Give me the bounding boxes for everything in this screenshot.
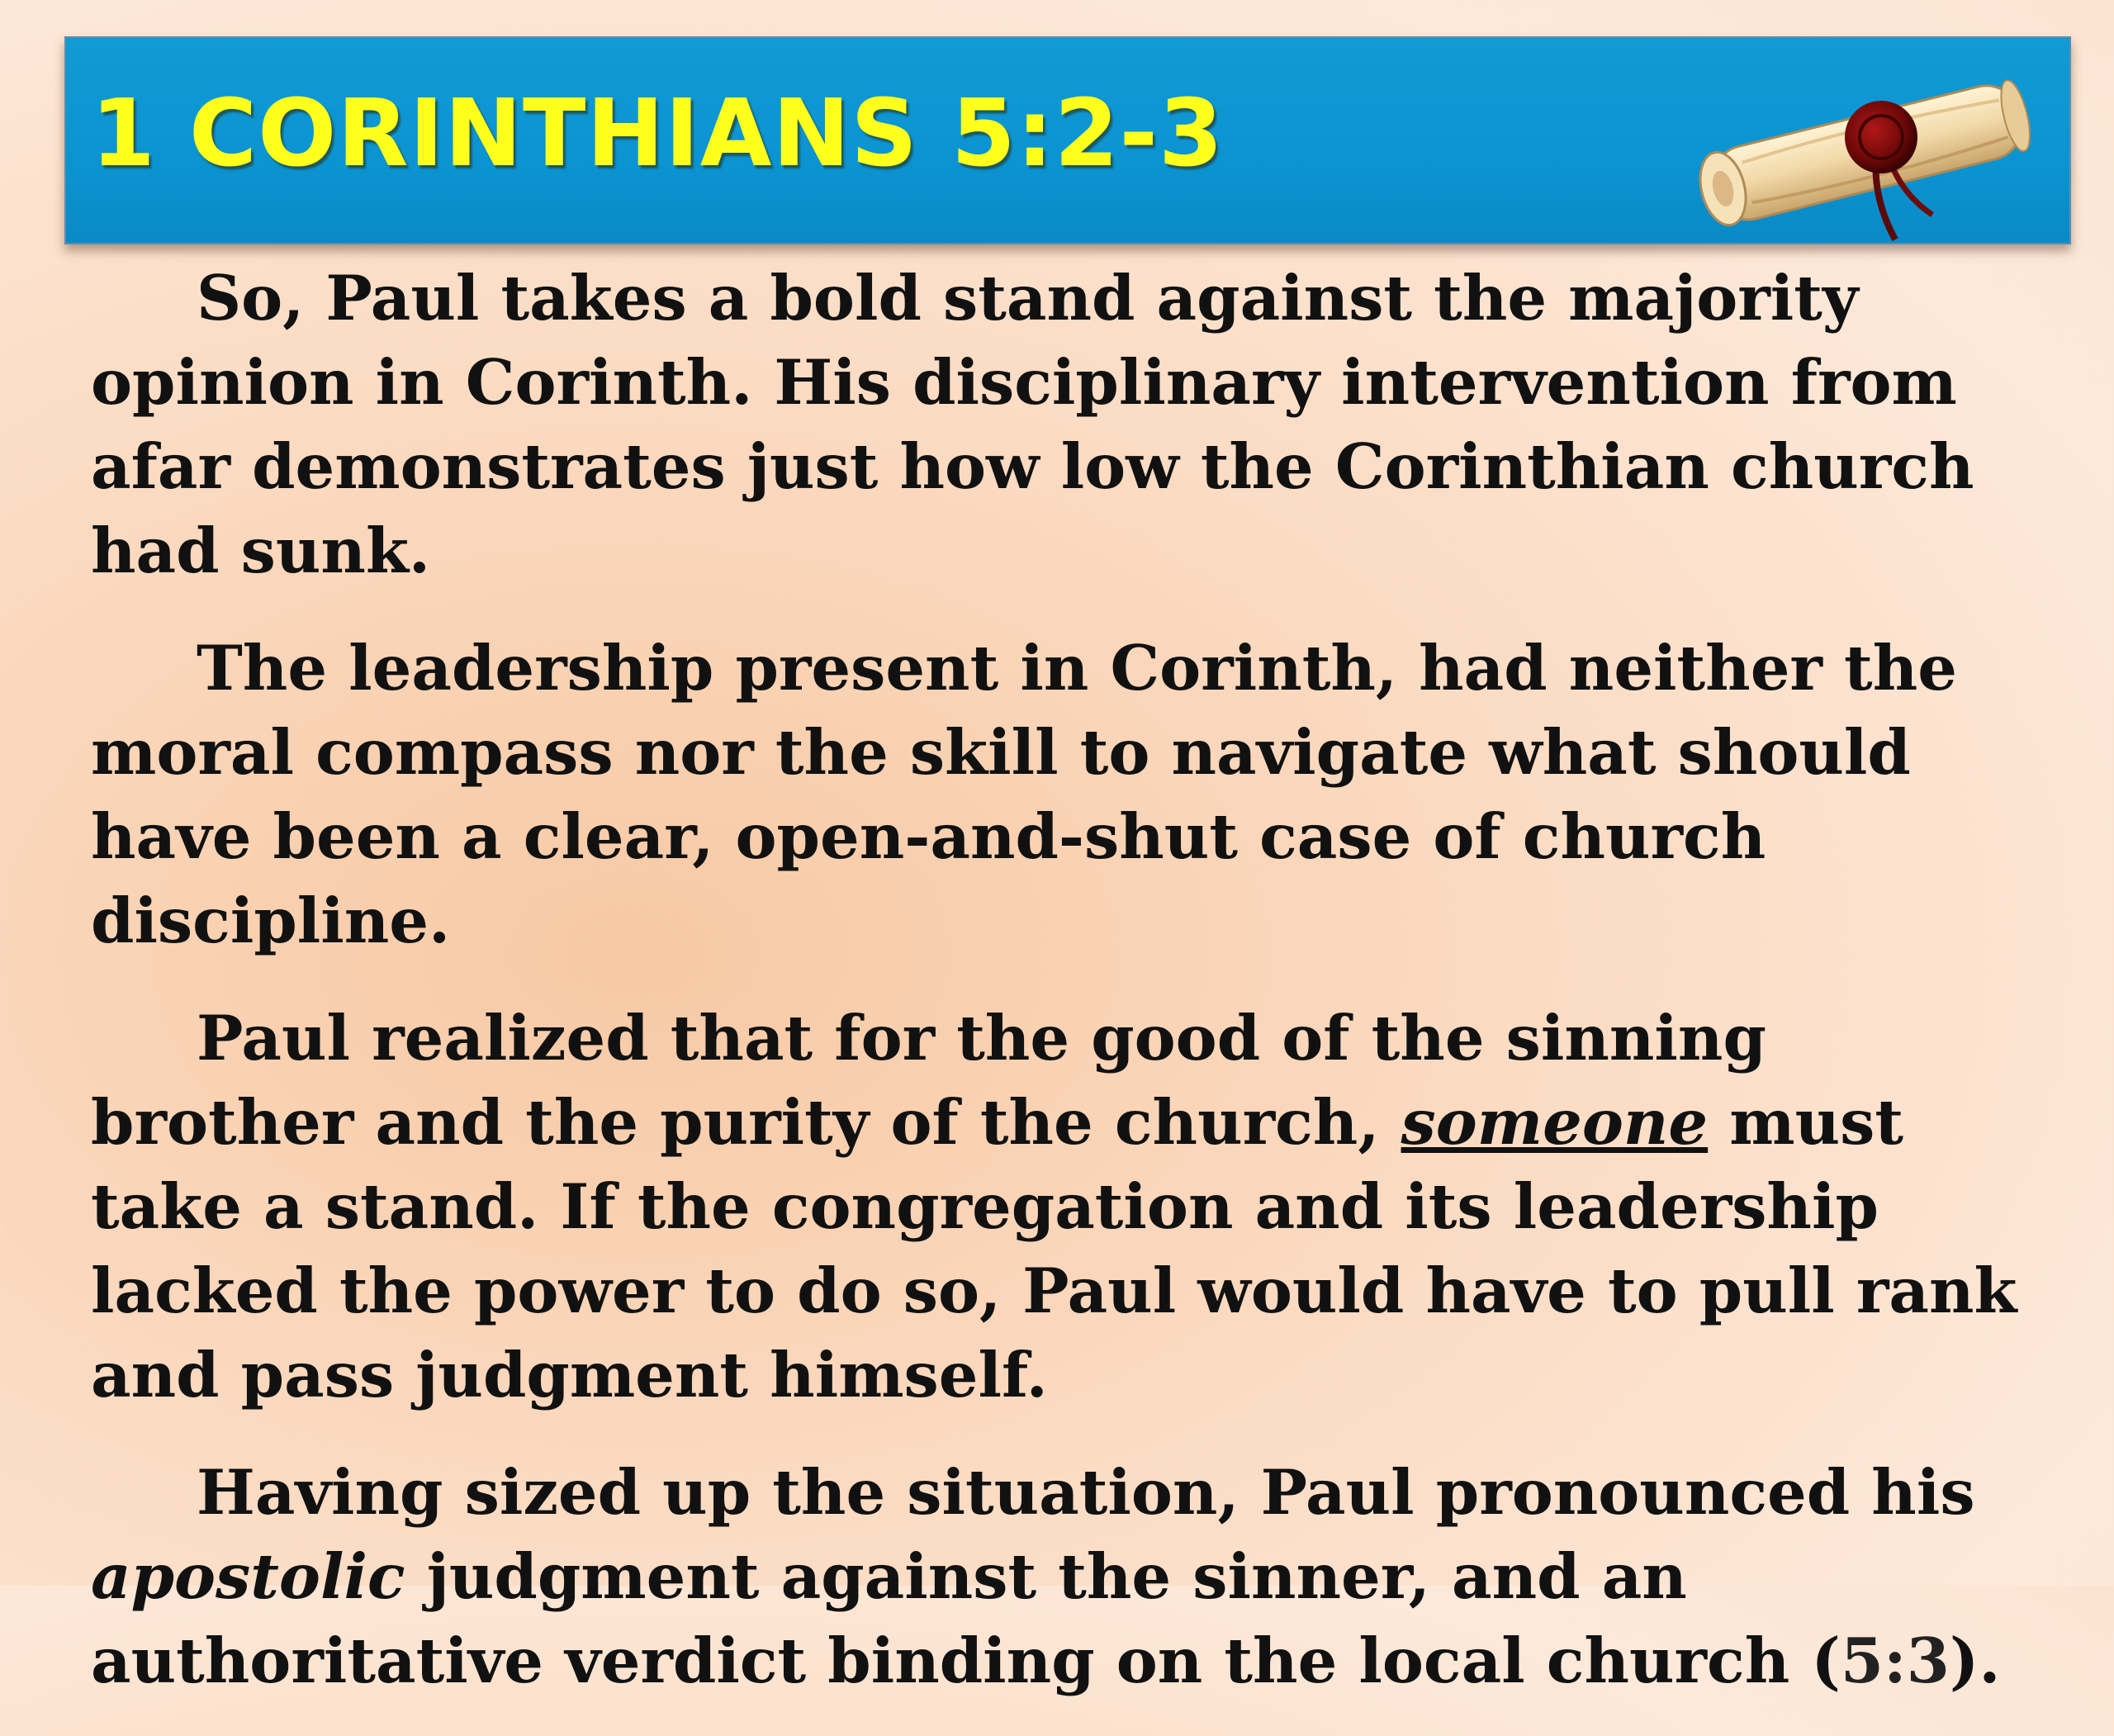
paragraph-1: So, Paul takes a bold stand against the majority opinion in Corinth. His disciplinary intervention from afar demonstrates just how low the Corinthian church had sunk.: [91, 262, 1974, 587]
paragraph-4-text-after: ).: [1949, 1625, 2001, 1697]
paragraph-2: The leadership present in Corinth, had neither the moral compass nor the skill to navigate what should have been a clear, open-and-shut case of church discipline.: [91, 632, 1957, 957]
emphasis-apostolic: apostolic: [91, 1540, 405, 1613]
scroll-with-wax-seal-icon: [1685, 58, 2048, 264]
paragraph-3-text-before: Paul realized that for the good of the sinning brother and the purity of the church,: [91, 1002, 1766, 1159]
slide-body: [91, 256, 2048, 1736]
paragraph-3: [91, 996, 2048, 1417]
paragraph-4-text-middle: judgment against the sinner, and an authoritative verdict binding on the local church (: [91, 1540, 1841, 1697]
scripture-reference: 5:3: [1840, 1625, 1950, 1697]
paragraph-4-text-before: Having sized up the situation, Paul pronounced his: [197, 1456, 1975, 1529]
slide-title: 1 CORINTHIANS 5:2-3: [91, 80, 1224, 187]
paragraph-4: [91, 1450, 2048, 1703]
emphasis-someone: someone: [1401, 1086, 1709, 1159]
paragraph-3-text-after: must take a stand. If the congregation and its leadership lacked the power to do so, Paul would have to pull rank and pass judgment himself.: [91, 1086, 2017, 1411]
